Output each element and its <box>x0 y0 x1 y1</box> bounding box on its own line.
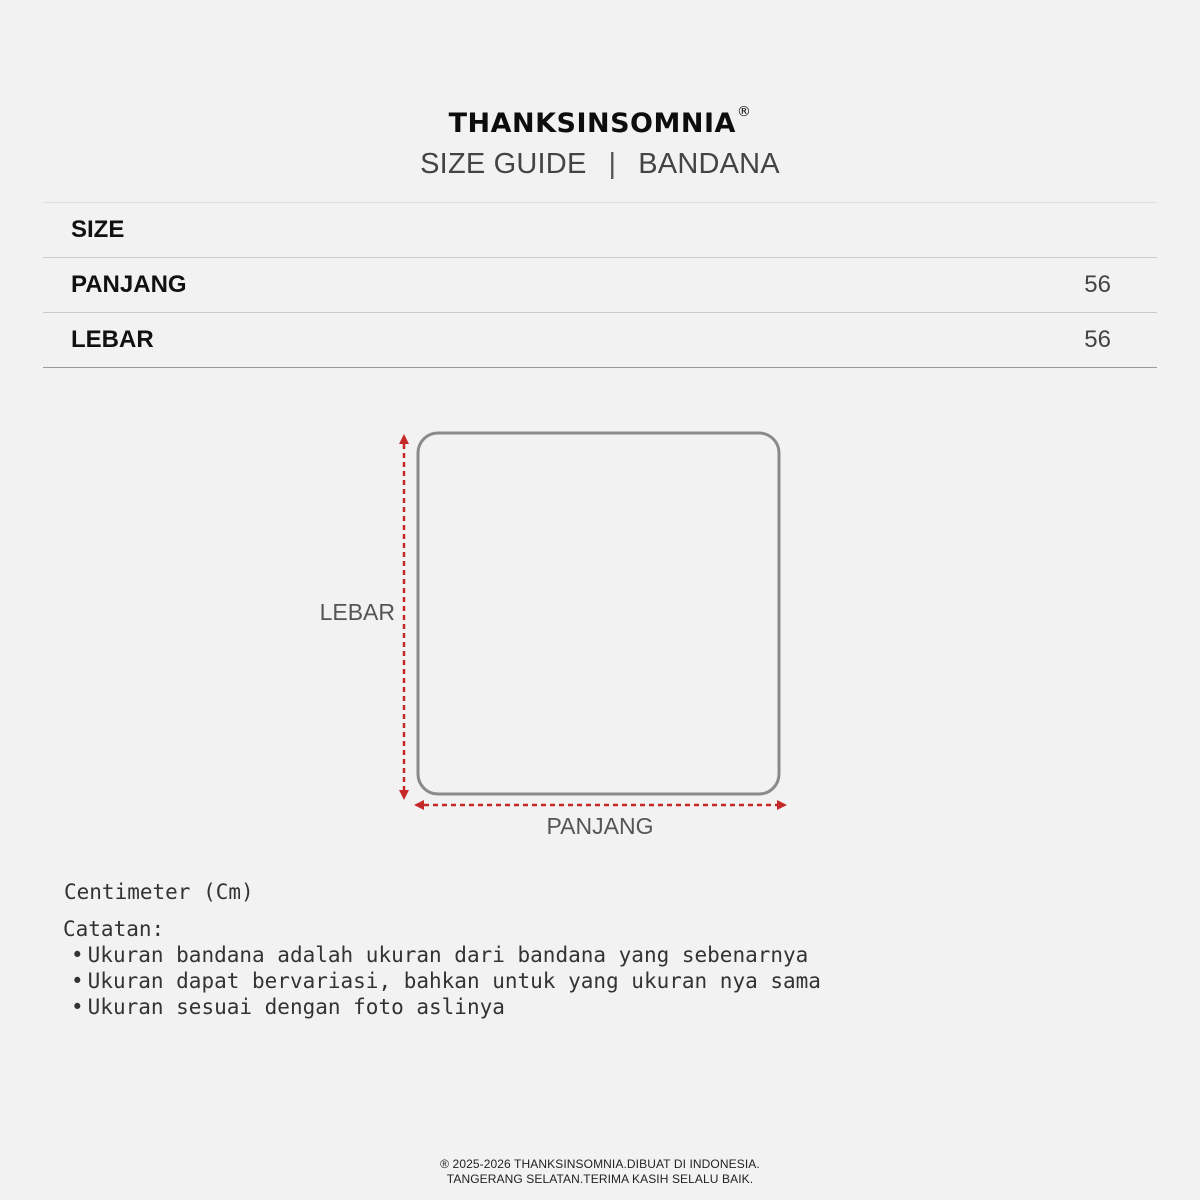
note-item: • Ukuran bandana adalah ukuran dari bandana yang sebenarnya <box>71 942 821 968</box>
notes-section <box>63 916 821 1020</box>
lebar-arrow <box>399 434 409 800</box>
notes-list <box>63 942 821 1020</box>
registered-mark: ® <box>736 104 752 120</box>
size-table-header <box>43 203 1157 258</box>
note-item: • Ukuran dapat bervariasi, bahkan untuk yang ukuran nya sama <box>71 968 821 994</box>
size-row-label: PANJANG <box>71 271 187 298</box>
panjang-dimension-label: PANJANG <box>546 813 654 839</box>
size-row-label: LEBAR <box>71 326 154 353</box>
brand-title <box>0 104 1200 139</box>
note-item: • Ukuran sesuai dengan foto aslinya <box>71 994 821 1020</box>
product-label: BANDANA <box>638 148 780 180</box>
subtitle-separator: | <box>608 148 617 180</box>
footer <box>0 1157 1200 1187</box>
size-row-value: 56 <box>1084 271 1111 298</box>
notes-title: Catatan: <box>63 917 165 941</box>
size-table <box>43 202 1157 368</box>
footer-line-1: ® 2025-2026 THANKSINSOMNIA.DIBUAT DI INDONESIA. <box>440 1157 760 1171</box>
lebar-dimension-label: LEBAR <box>319 599 395 625</box>
page-subtitle <box>0 148 1200 181</box>
size-row-lebar <box>43 313 1157 368</box>
size-row-panjang <box>43 258 1157 313</box>
unit-note: Centimeter (Cm) <box>64 880 254 904</box>
size-row-value: 56 <box>1084 326 1111 353</box>
panjang-arrow <box>414 800 787 810</box>
guide-label: SIZE GUIDE <box>420 148 587 180</box>
brand-name: THANKSINSOMNIA <box>448 108 736 139</box>
footer-line-2: TANGERANG SELATAN.TERIMA KASIH SELALU BAIK. <box>446 1172 754 1186</box>
size-header-label: SIZE <box>71 216 125 243</box>
bandana-outline <box>418 433 779 794</box>
